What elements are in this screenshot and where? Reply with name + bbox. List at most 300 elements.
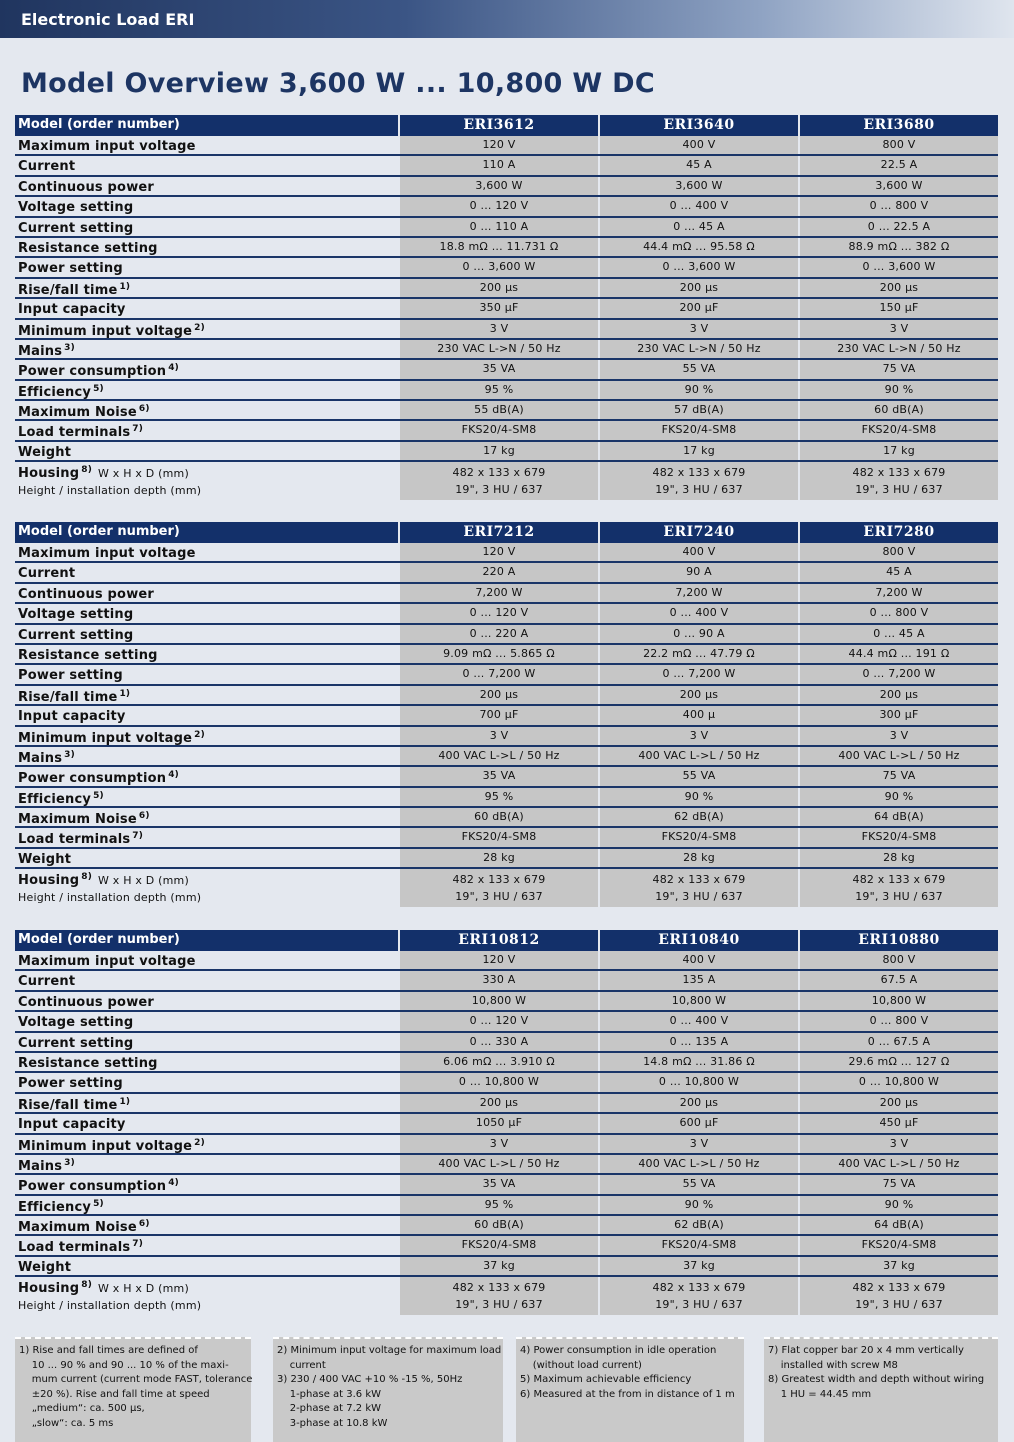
row-label-text: Maximum input voltage — [18, 546, 196, 561]
housing-dims-label: W x H x D (mm) — [98, 467, 189, 481]
header-label: Model (order number) — [15, 115, 398, 136]
footnote-line: 1) Rise and fall times are defined of — [19, 1345, 198, 1356]
footnote-line: 2) Minimum input voltage for maximum load — [277, 1345, 502, 1356]
footnote-ref: 8) — [81, 1280, 93, 1291]
row-label-text: Current setting — [18, 220, 134, 236]
row-label-text: Rise/fall time — [18, 1097, 118, 1113]
row-label — [15, 1196, 398, 1214]
footnote-ref: 4) — [168, 363, 179, 374]
table-cell: 220 A — [400, 563, 598, 581]
row-label-text: Resistance setting — [18, 240, 158, 256]
table-cell: 3 V — [800, 1135, 998, 1153]
table-cell: 135 A — [600, 971, 798, 989]
housing-label — [15, 869, 398, 907]
table-cell: 0 ... 400 V — [600, 1012, 798, 1030]
housing-height: 19", 3 HU / 637 — [855, 483, 943, 497]
table-row — [15, 442, 998, 462]
table-cell: 90 % — [800, 381, 998, 399]
table-cell: 60 dB(A) — [800, 401, 998, 419]
table-cell: 64 dB(A) — [800, 808, 998, 826]
row-label-text: Current — [18, 974, 76, 990]
row-label — [15, 951, 398, 969]
row-label-text: Mains — [18, 1158, 63, 1174]
housing-height: 19", 3 HU / 637 — [455, 1298, 543, 1312]
table-cell: 400 VAC L->L / 50 Hz — [400, 1155, 598, 1173]
row-label — [15, 360, 398, 378]
housing-label — [15, 462, 398, 500]
housing-dims: 482 x 133 x 679 — [852, 873, 946, 887]
model-number: ERI3640 — [600, 115, 798, 136]
row-label-text: Mains — [18, 750, 63, 766]
table-header-row — [15, 115, 998, 136]
table-row — [15, 1236, 998, 1256]
table-cell: 3 V — [600, 1135, 798, 1153]
footnote-line: 1-phase at 3.6 kW — [277, 1388, 382, 1400]
row-label — [15, 1135, 398, 1153]
top-banner — [0, 0, 1014, 38]
table-row — [15, 665, 998, 685]
table-cell: 0 ... 10,800 W — [400, 1073, 598, 1091]
table-cell: 0 ... 7,200 W — [800, 665, 998, 683]
table-header-row — [15, 930, 998, 951]
table-cell: 200 µs — [600, 279, 798, 297]
table-cell: 300 µF — [800, 706, 998, 724]
footnote-ref: 5) — [93, 383, 104, 394]
table-row — [15, 849, 998, 869]
row-label-text: Input capacity — [18, 709, 126, 725]
row-label — [15, 665, 398, 683]
housing-dims: 482 x 133 x 679 — [452, 466, 546, 480]
row-label-text: Current — [18, 566, 76, 582]
table-cell: 35 VA — [400, 1175, 598, 1193]
row-label — [15, 767, 398, 785]
model-number: ERI10840 — [600, 930, 798, 951]
table-cell: 120 V — [400, 543, 598, 561]
row-label-text: Input capacity — [18, 1117, 126, 1133]
table-cell: FKS20/4-SM8 — [800, 421, 998, 439]
table-row — [15, 727, 998, 747]
footnote-ref: 5) — [93, 1198, 104, 1209]
table-cell: 350 µF — [400, 299, 598, 317]
table-cell: 400 VAC L->L / 50 Hz — [800, 747, 998, 765]
housing-row — [15, 869, 998, 907]
table-cell: 120 V — [400, 136, 598, 154]
table-cell: 18.8 mΩ ... 11.731 Ω — [400, 238, 598, 256]
spec-table — [15, 115, 998, 500]
footnote-line: (without load current) — [520, 1359, 642, 1371]
footnote-ref: 7) — [132, 424, 144, 435]
table-cell: 400 VAC L->L / 50 Hz — [800, 1155, 998, 1173]
row-label-text: Maximum Noise — [18, 812, 137, 828]
table-cell: 55 VA — [600, 360, 798, 378]
table-row — [15, 1257, 998, 1277]
row-label-text: Mains — [18, 343, 63, 359]
table-cell: 28 kg — [600, 849, 798, 867]
table-cell: 800 V — [800, 543, 998, 561]
table-cell: 200 µs — [400, 1094, 598, 1112]
table-cell: 330 A — [400, 971, 598, 989]
row-label-text: Resistance setting — [18, 1055, 158, 1071]
row-label — [15, 584, 398, 602]
housing-height: 19", 3 HU / 637 — [655, 1298, 743, 1312]
row-label-text: Efficiency — [18, 791, 92, 807]
table-row — [15, 299, 998, 319]
table-cell: 800 V — [800, 951, 998, 969]
table-cell: 95 % — [400, 1196, 598, 1214]
footnote-line: installed with screw M8 — [768, 1359, 898, 1371]
table-cell: 0 ... 120 V — [400, 197, 598, 215]
table-row — [15, 1114, 998, 1134]
table-row — [15, 360, 998, 380]
table-cell: 0 ... 800 V — [800, 1012, 998, 1030]
table-cell: 90 % — [800, 788, 998, 806]
row-label — [15, 136, 398, 154]
table-cell: 7,200 W — [600, 584, 798, 602]
table-cell: 230 VAC L->N / 50 Hz — [400, 340, 598, 358]
row-label-text: Maximum input voltage — [18, 954, 196, 969]
footnote-line: ±20 %). Rise and fall time at speed — [19, 1388, 210, 1400]
table-row — [15, 645, 998, 665]
row-label — [15, 238, 398, 256]
table-cell: 60 dB(A) — [400, 1216, 598, 1234]
row-label — [15, 645, 398, 663]
housing-sub-label: Height / installation depth (mm) — [18, 484, 202, 498]
footnote-ref: 6) — [138, 1219, 150, 1230]
table-cell: 0 ... 10,800 W — [600, 1073, 798, 1091]
table-cell: 75 VA — [800, 1175, 998, 1193]
table-cell: 10,800 W — [800, 992, 998, 1010]
row-label-text: Power consumption — [18, 1179, 167, 1195]
table-cell: 0 ... 3,600 W — [400, 258, 598, 276]
table-cell: 90 % — [800, 1196, 998, 1214]
table-cell: 0 ... 120 V — [400, 1012, 598, 1030]
footnote-ref: 4) — [168, 1178, 179, 1189]
table-cell: 110 A — [400, 156, 598, 174]
table-cell: 17 kg — [800, 442, 998, 460]
housing-height: 19", 3 HU / 637 — [855, 890, 943, 904]
table-row — [15, 238, 998, 258]
table-row — [15, 1216, 998, 1236]
table-cell: FKS20/4-SM8 — [400, 1236, 598, 1254]
footnote-ref: 6) — [138, 811, 150, 822]
row-label-text: Minimum input voltage — [18, 323, 193, 339]
table-cell: 0 ... 7,200 W — [600, 665, 798, 683]
row-label — [15, 156, 398, 174]
row-label — [15, 1155, 398, 1173]
table-row — [15, 136, 998, 156]
table-cell: 45 A — [800, 563, 998, 581]
table-cell: 0 ... 3,600 W — [800, 258, 998, 276]
table-row — [15, 828, 998, 848]
housing-dims: 482 x 133 x 679 — [652, 873, 746, 887]
housing-dims: 482 x 133 x 679 — [852, 1281, 946, 1295]
footnote-ref: 7) — [132, 831, 144, 842]
table-cell: 200 µs — [400, 279, 598, 297]
footnote-ref: 1) — [119, 281, 131, 292]
table-cell: FKS20/4-SM8 — [800, 828, 998, 846]
row-label — [15, 1175, 398, 1193]
table-cell: 3 V — [800, 320, 998, 338]
table-row — [15, 421, 998, 441]
housing-label-text: Housing — [18, 466, 80, 482]
footnote-ref: 6) — [138, 404, 150, 415]
table-row — [15, 563, 998, 583]
table-cell: 0 ... 135 A — [600, 1033, 798, 1051]
table-cell: 3 V — [400, 1135, 598, 1153]
footnote-box-2 — [273, 1337, 503, 1442]
row-label — [15, 971, 398, 989]
footnote-ref: 1) — [119, 1096, 131, 1107]
table-cell: FKS20/4-SM8 — [600, 1236, 798, 1254]
model-number: ERI3680 — [800, 115, 998, 136]
housing-cell — [400, 1277, 598, 1315]
table-cell: 3 V — [400, 727, 598, 745]
table-cell: 230 VAC L->N / 50 Hz — [600, 340, 798, 358]
housing-cell — [400, 869, 598, 907]
row-label — [15, 992, 398, 1010]
table-cell: 3,600 W — [400, 177, 598, 195]
table-cell: 55 VA — [600, 767, 798, 785]
table-cell: 400 VAC L->L / 50 Hz — [400, 747, 598, 765]
table-cell: FKS20/4-SM8 — [400, 421, 598, 439]
table-cell: 14.8 mΩ ... 31.86 Ω — [600, 1053, 798, 1071]
footnote-line: 4) Power consumption in idle operation — [520, 1345, 717, 1356]
row-label — [15, 1257, 398, 1275]
table-row — [15, 401, 998, 421]
footnote-line: 5) Maximum achievable efficiency — [520, 1374, 692, 1385]
footnote-ref: 2) — [194, 729, 205, 740]
housing-cell — [600, 462, 798, 500]
table-cell: 55 dB(A) — [400, 401, 598, 419]
table-row — [15, 1053, 998, 1073]
footnote-ref: 7) — [132, 1239, 144, 1250]
footnote-lines — [768, 1344, 994, 1402]
table-row — [15, 177, 998, 197]
table-row — [15, 156, 998, 176]
row-label — [15, 1094, 398, 1112]
housing-dims: 482 x 133 x 679 — [652, 466, 746, 480]
table-cell: 17 kg — [600, 442, 798, 460]
table-cell: 37 kg — [800, 1257, 998, 1275]
footnote-box-1 — [15, 1337, 251, 1442]
row-label-text: Weight — [18, 1259, 72, 1275]
housing-dims: 482 x 133 x 679 — [652, 1281, 746, 1295]
row-label-text: Maximum Noise — [18, 1220, 137, 1236]
row-label — [15, 1216, 398, 1234]
footnote-line: 3) 230 / 400 VAC +10 % -15 %, 50Hz — [277, 1374, 463, 1385]
housing-label-text: Housing — [18, 1281, 80, 1297]
housing-cell — [800, 462, 998, 500]
table-cell: 37 kg — [600, 1257, 798, 1275]
table-cell: 55 VA — [600, 1175, 798, 1193]
row-label-text: Input capacity — [18, 302, 126, 318]
table-cell: 44.4 mΩ ... 95.58 Ω — [600, 238, 798, 256]
table-cell: 200 µs — [600, 1094, 798, 1112]
table-cell: 0 ... 7,200 W — [400, 665, 598, 683]
housing-row — [15, 1277, 998, 1315]
row-label — [15, 788, 398, 806]
table-cell: 0 ... 800 V — [800, 197, 998, 215]
footnote-line: 6) Measured at the from in distance of 1 m — [520, 1388, 735, 1400]
table-cell: 95 % — [400, 381, 598, 399]
table-cell: 17 kg — [400, 442, 598, 460]
housing-cell — [800, 1277, 998, 1315]
table-row — [15, 1094, 998, 1114]
table-row — [15, 381, 998, 401]
footnote-box-4 — [764, 1337, 998, 1442]
table-cell: 64 dB(A) — [800, 1216, 998, 1234]
footnote-ref: 3) — [64, 1157, 75, 1168]
row-label-text: Minimum input voltage — [18, 730, 193, 746]
row-label-text: Power setting — [18, 261, 123, 277]
table-cell: 3,600 W — [800, 177, 998, 195]
table-cell: 90 % — [600, 1196, 798, 1214]
header-label: Model (order number) — [15, 930, 398, 951]
table-cell: FKS20/4-SM8 — [400, 828, 598, 846]
housing-row — [15, 462, 998, 500]
table-row — [15, 543, 998, 563]
housing-label-text: Housing — [18, 873, 80, 889]
table-cell: 400 µ — [600, 706, 798, 724]
table-row — [15, 686, 998, 706]
housing-dims-label: W x H x D (mm) — [98, 1282, 189, 1296]
header-label: Model (order number) — [15, 522, 398, 543]
row-label-text: Efficiency — [18, 384, 92, 400]
row-label — [15, 706, 398, 724]
row-label-text: Power setting — [18, 668, 123, 684]
table-row — [15, 1155, 998, 1175]
footnote-ref: 3) — [64, 342, 75, 353]
table-cell: 90 % — [600, 381, 798, 399]
housing-height: 19", 3 HU / 637 — [455, 483, 543, 497]
table-cell: 230 VAC L->N / 50 Hz — [800, 340, 998, 358]
table-cell: 3 V — [400, 320, 598, 338]
table-cell: 35 VA — [400, 767, 598, 785]
table-cell: 0 ... 400 V — [600, 197, 798, 215]
table-cell: 44.4 mΩ ... 191 Ω — [800, 645, 998, 663]
row-label — [15, 320, 398, 338]
table-cell: 0 ... 330 A — [400, 1033, 598, 1051]
row-label-text: Power consumption — [18, 771, 167, 787]
housing-cell — [400, 462, 598, 500]
row-label — [15, 442, 398, 460]
footnote-line: current — [277, 1359, 326, 1371]
housing-height: 19", 3 HU / 637 — [855, 1298, 943, 1312]
table-row — [15, 604, 998, 624]
footnote-line: „medium“: ca. 500 µs, — [19, 1403, 145, 1414]
housing-dims: 482 x 133 x 679 — [452, 873, 546, 887]
table-cell: 400 V — [600, 136, 798, 154]
row-label — [15, 421, 398, 439]
table-row — [15, 320, 998, 340]
row-label-text: Rise/fall time — [18, 282, 118, 298]
row-label-text: Voltage setting — [18, 1015, 134, 1031]
table-row — [15, 951, 998, 971]
table-cell: 75 VA — [800, 360, 998, 378]
table-cell: 29.6 mΩ ... 127 Ω — [800, 1053, 998, 1071]
table-cell: 95 % — [400, 788, 598, 806]
housing-dims: 482 x 133 x 679 — [452, 1281, 546, 1295]
row-label-text: Power setting — [18, 1076, 123, 1092]
table-cell: 28 kg — [400, 849, 598, 867]
row-label — [15, 177, 398, 195]
footnote-lines — [520, 1344, 740, 1402]
table-row — [15, 1073, 998, 1093]
table-cell: 35 VA — [400, 360, 598, 378]
row-label-text: Voltage setting — [18, 607, 134, 623]
footnote-line: 1 HU = 44.45 mm — [768, 1388, 872, 1400]
table-cell: 200 µs — [800, 279, 998, 297]
table-cell: 400 V — [600, 951, 798, 969]
table-row — [15, 279, 998, 299]
table-cell: 200 µs — [400, 686, 598, 704]
model-number: ERI10812 — [400, 930, 598, 951]
footnote-ref: 8) — [81, 872, 93, 883]
table-cell: 0 ... 22.5 A — [800, 218, 998, 236]
row-label — [15, 604, 398, 622]
table-cell: 3 V — [600, 320, 798, 338]
table-cell: 0 ... 90 A — [600, 625, 798, 643]
footnote-box-3 — [516, 1337, 744, 1442]
row-label — [15, 563, 398, 581]
row-label-text: Load terminals — [18, 832, 131, 848]
table-cell: 3 V — [800, 727, 998, 745]
spec-table — [15, 522, 998, 907]
housing-sub-label: Height / installation depth (mm) — [18, 891, 202, 905]
housing-label — [15, 1277, 398, 1315]
table-cell: 62 dB(A) — [600, 1216, 798, 1234]
row-label — [15, 299, 398, 317]
table-row — [15, 992, 998, 1012]
model-number: ERI7280 — [800, 522, 998, 543]
table-cell: 6.06 mΩ ... 3.910 Ω — [400, 1053, 598, 1071]
row-label — [15, 1033, 398, 1051]
footnote-line: 3-phase at 10.8 kW — [277, 1417, 388, 1429]
row-label — [15, 1012, 398, 1030]
table-row — [15, 971, 998, 991]
housing-dims-label: W x H x D (mm) — [98, 874, 189, 888]
table-row — [15, 1175, 998, 1195]
row-label-text: Minimum input voltage — [18, 1138, 193, 1154]
table-cell: 700 µF — [400, 706, 598, 724]
row-label-text: Weight — [18, 444, 72, 460]
table-row — [15, 747, 998, 767]
row-label — [15, 197, 398, 215]
row-label — [15, 340, 398, 358]
model-number: ERI3612 — [400, 115, 598, 136]
table-cell: 200 µs — [800, 686, 998, 704]
table-cell: 0 ... 3,600 W — [600, 258, 798, 276]
footnote-ref: 8) — [81, 465, 93, 476]
housing-dims: 482 x 133 x 679 — [852, 466, 946, 480]
table-row — [15, 706, 998, 726]
page-title: Model Overview 3,600 W ... 10,800 W DC — [21, 68, 655, 99]
table-cell: 0 ... 120 V — [400, 604, 598, 622]
table-row — [15, 788, 998, 808]
row-label — [15, 381, 398, 399]
table-cell: 7,200 W — [400, 584, 598, 602]
row-label-text: Continuous power — [18, 994, 155, 1010]
table-cell: 10,800 W — [400, 992, 598, 1010]
table-cell: 120 V — [400, 951, 598, 969]
footnote-line: mum current (current mode FAST, tolerance — [19, 1374, 253, 1385]
table-cell: 0 ... 800 V — [800, 604, 998, 622]
table-row — [15, 1012, 998, 1032]
footnote-line: „slow“: ca. 5 ms — [19, 1417, 114, 1429]
model-number: ERI7212 — [400, 522, 598, 543]
row-label — [15, 543, 398, 561]
table-cell: FKS20/4-SM8 — [600, 828, 798, 846]
